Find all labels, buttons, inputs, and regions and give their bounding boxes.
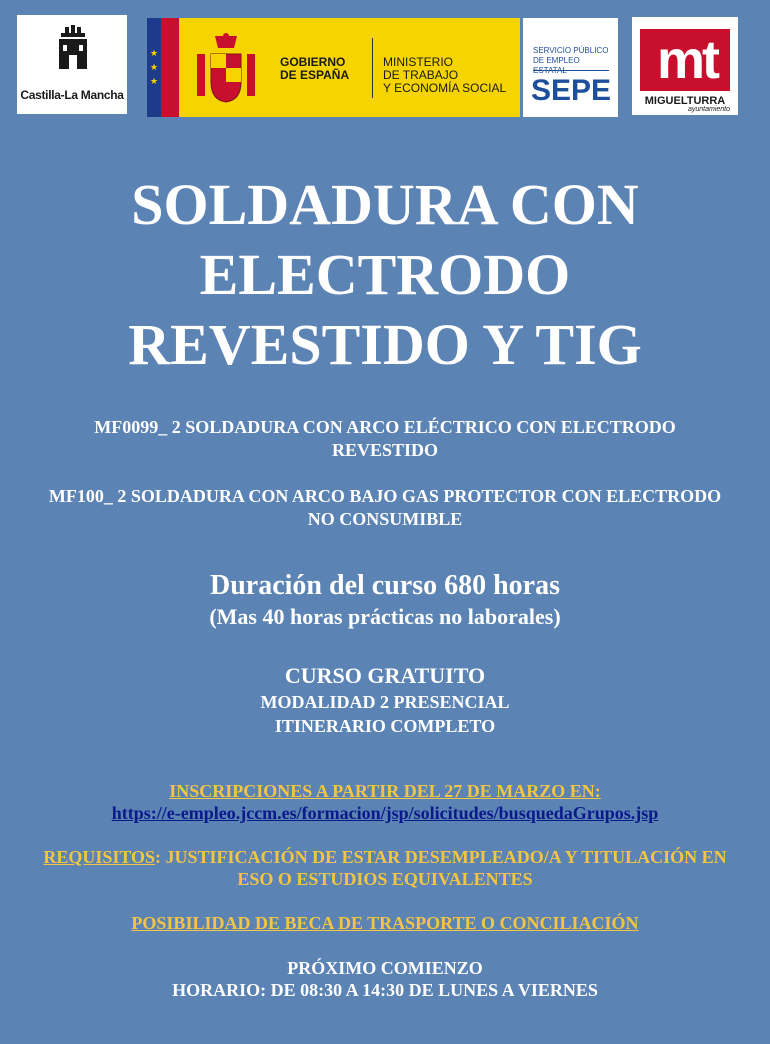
module-text: REVESTIDO: [331, 440, 439, 460]
requirements-text: ESO O ESTUDIOS EQUIVALENTES: [237, 869, 533, 889]
title-line: ELECTRODO: [199, 242, 571, 307]
requirements: [0, 846, 770, 868]
module-text: NO CONSUMIBLE: [307, 509, 463, 529]
course-details: [0, 662, 770, 738]
module-1: [0, 416, 770, 462]
registration-info: [0, 780, 770, 934]
sepe-subtitle: SERVICIO PÚBLICO DE EMPLEO: [533, 46, 609, 65]
scholarship-text: POSIBILIDAD DE BECA DE TRASPORTE O CONCILIACIÓN: [131, 913, 639, 933]
spain-coat-of-arms-icon: [195, 32, 257, 104]
title-line: REVESTIDO Y TIG: [128, 312, 642, 377]
course-title: [0, 170, 770, 380]
red-strip: [161, 18, 179, 117]
inscriptions-text: INSCRIPCIONES A PARTIR DEL 27 DE MARZO EN:: [169, 781, 601, 801]
schedule-text: HORARIO: DE 08:30 A 14:30 DE LUNES A VIERNES: [172, 980, 598, 1000]
castilla-la-mancha-logo: [17, 15, 127, 114]
modality-label: MODALIDAD 2 PRESENCIAL: [260, 692, 510, 712]
free-course-label: CURSO GRATUITO: [284, 663, 486, 688]
course-modules: [0, 416, 770, 531]
module-2: [0, 485, 770, 531]
next-start-label: PRÓXIMO COMIENZO: [287, 958, 483, 978]
sepe-logo: [523, 18, 618, 117]
eu-flag-strip: [147, 18, 161, 117]
ayuntamiento-text: ayuntamiento: [687, 106, 730, 113]
duration-main: Duración del curso 680 horas: [210, 570, 560, 601]
gobierno-espana-logo: [147, 18, 520, 117]
miguelturra-mark: mt: [657, 30, 717, 90]
schedule-info: [0, 957, 770, 1001]
course-duration: [0, 569, 770, 631]
itinerary-label: ITINERARIO COMPLETO: [274, 716, 496, 736]
logo-bar: [0, 15, 770, 118]
ministerio-text: MINISTERIO DE TRABAJO Y ECONOMÍA SOCIAL: [383, 55, 507, 95]
module-text: MF0099_ 2 SOLDADURA CON ARCO ELÉCTRICO CON ELECTRODO: [94, 417, 676, 437]
registration-link[interactable]: https://e-empleo.jccm.es/formacion/jsp/solicitudes/busquedaGrupos.jsp: [111, 803, 659, 823]
title-line: SOLDADURA CON: [131, 172, 639, 237]
miguelturra-name: MIGUELTURRA: [644, 95, 726, 107]
duration-extra: (Mas 40 horas prácticas no laborales): [209, 604, 561, 629]
castle-emblem-icon: [57, 25, 89, 87]
divider: [533, 70, 609, 71]
divider: [372, 38, 373, 98]
requirements-text: : JUSTIFICACIÓN DE ESTAR DESEMPLEADO/A Y TITULACIÓN EN: [155, 847, 727, 867]
miguelturra-logo: [632, 17, 738, 115]
sepe-wordmark: SEPE: [531, 74, 612, 107]
castilla-logo-text: Castilla-La Mancha: [20, 88, 124, 102]
requirements-label: REQUISITOS: [43, 847, 156, 867]
eu-stars-icon: ★ ★ ★: [150, 48, 159, 86]
module-text: MF100_ 2 SOLDADURA CON ARCO BAJO GAS PROTECTOR CON ELECTRODO: [48, 486, 722, 506]
gobierno-text: GOBIERNO DE ESPAÑA: [280, 55, 350, 82]
